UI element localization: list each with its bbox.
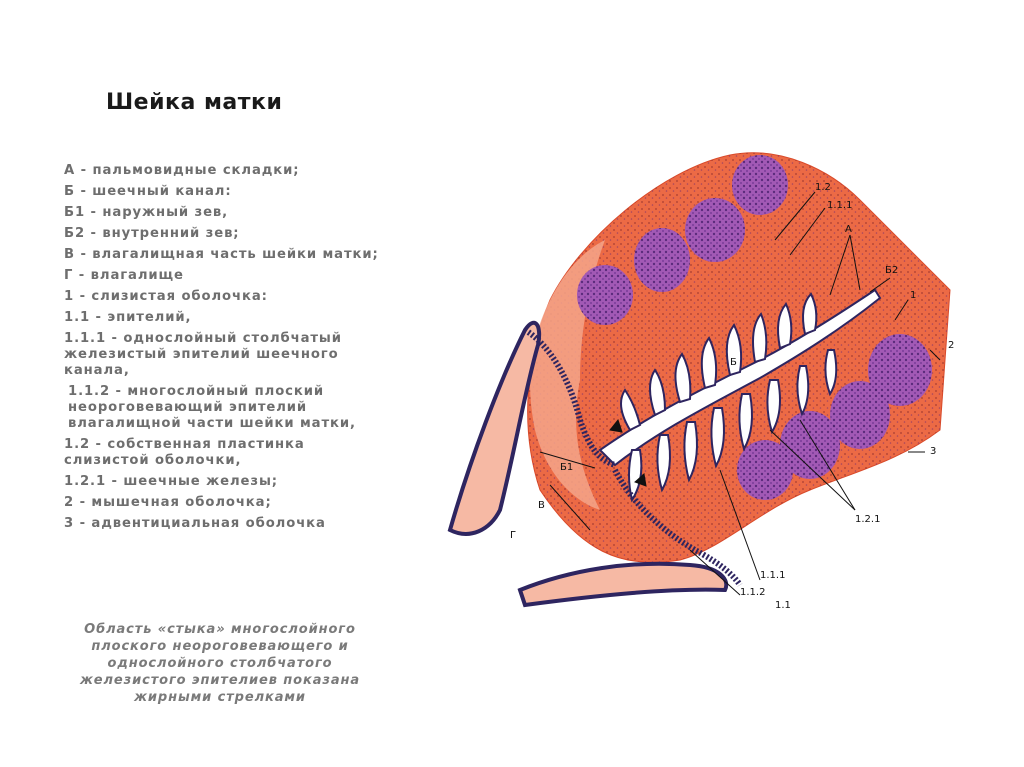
label-b1: Б1 <box>560 462 574 473</box>
label-1: 1 <box>910 290 917 301</box>
legend-item-b: Б - шеечный канал: <box>64 184 232 199</box>
vaginal-wall-lower <box>520 564 726 605</box>
legend-item-v: В - влагалищная часть шейки матки; <box>64 247 379 262</box>
label-1-1: 1.1 <box>775 600 791 611</box>
cervix-histology-illustration <box>430 130 990 620</box>
legend-item-b1: Б1 - наружный зев, <box>64 205 229 220</box>
label-v: В <box>538 500 545 511</box>
page-title: Шейка матки <box>106 90 283 115</box>
legend-item-g: Г - влагалище <box>64 268 184 283</box>
label-a: А <box>845 224 852 235</box>
legend-item-a: А - пальмовидные складки; <box>64 163 300 178</box>
label-1-1-1-bottom: 1.1.1 <box>760 570 786 581</box>
legend-item-1-2-1: 1.2.1 - шеечные железы; <box>64 474 278 489</box>
label-3: 3 <box>930 446 937 457</box>
label-b: Б <box>730 357 737 368</box>
legend-item-1-1-1: 1.1.1 - однослойный столбчатый железистый эпителий шеечного канала, <box>64 331 342 378</box>
legend-item-2: 2 - мышечная оболочка; <box>64 495 272 510</box>
legend-item-1-2: 1.2 - собственная пластинка слизистой оболочки, <box>64 437 305 468</box>
label-1-1-1-top: 1.1.1 <box>827 200 853 211</box>
label-2: 2 <box>948 340 955 351</box>
label-g: Г <box>510 530 517 541</box>
label-b2: Б2 <box>885 265 899 276</box>
legend-item-1-1-2: 1.1.2 - многослойный плоский неороговевающий эпителий влагалищной части шейки матки, <box>68 384 356 431</box>
label-1-1-2: 1.1.2 <box>740 587 766 598</box>
legend-item-3: 3 - адвентициальная оболочка <box>64 516 326 531</box>
junction-note: Область «стыка» многослойного плоского неороговевающего и однослойного столбчатого железистого эпителиев показана жирными стрелками <box>79 622 361 705</box>
label-1-2-1: 1.2.1 <box>855 514 881 525</box>
legend-item-b2: Б2 - внутренний зев; <box>64 226 240 241</box>
legend-item-1: 1 - слизистая оболочка: <box>64 289 268 304</box>
vaginal-fold <box>450 323 539 534</box>
label-1-2: 1.2 <box>815 182 831 193</box>
legend-item-1-1: 1.1 - эпителий, <box>64 310 192 325</box>
legend-list <box>64 163 384 537</box>
